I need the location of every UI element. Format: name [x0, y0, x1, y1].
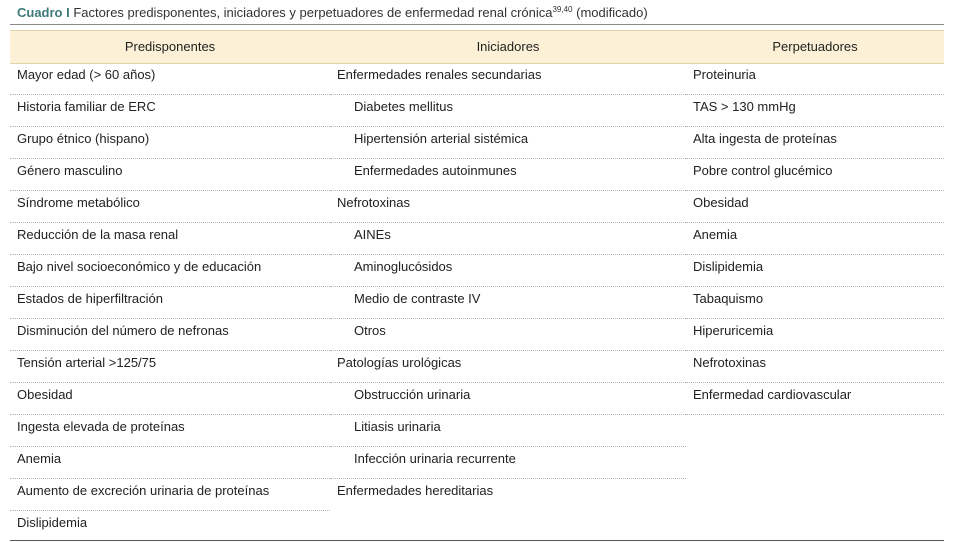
table-cell: Hiperuricemia: [686, 319, 944, 351]
table-cell: Enfermedades autoinmunes: [330, 159, 686, 191]
table-cell: Obesidad: [10, 383, 330, 415]
table-cell: Dislipidemia: [17, 515, 88, 530]
top-rule: [10, 24, 944, 25]
table-cell: Diabetes mellitus: [330, 95, 686, 127]
caption-label: Cuadro I: [17, 5, 70, 20]
table-caption: [17, 4, 648, 22]
table-cell: Aminoglucósidos: [330, 255, 686, 287]
table-cell: Litiasis urinaria: [330, 415, 686, 447]
table-cell: Enfermedades renales secundarias: [330, 63, 686, 95]
table-cell: Otros: [330, 319, 686, 351]
header-perpetuadores: Perpetuadores: [772, 39, 858, 54]
table-cell: Reducción de la masa renal: [10, 223, 330, 255]
table-cell: Hipertensión arterial sistémica: [330, 127, 686, 159]
table-cell: Tabaquismo: [686, 287, 944, 319]
table-cell: Obesidad: [686, 191, 944, 223]
caption-refs: 39,40: [552, 5, 573, 14]
table-cell: Patologías urológicas: [330, 351, 686, 383]
table-cell: Alta ingesta de proteínas: [686, 127, 944, 159]
table-cell: Síndrome metabólico: [10, 191, 330, 223]
table-cell: Obstrucción urinaria: [330, 383, 686, 415]
table-cell: Disminución del número de nefronas: [10, 319, 330, 351]
header-iniciadores: Iniciadores: [476, 39, 540, 54]
column-predisponentes: [10, 63, 330, 542]
column-iniciadores: [330, 63, 686, 510]
table-cell: AINEs: [330, 223, 686, 255]
caption-text: Factores predisponentes, iniciadores y perpetuadores de enfermedad renal crónica: [73, 5, 553, 20]
table-cell: Enfermedades hereditarias: [337, 483, 494, 498]
table-cell: Medio de contraste IV: [330, 287, 686, 319]
table-cell: Enfermedad cardiovascular: [686, 383, 944, 415]
table-cell: Anemia: [10, 447, 330, 479]
column-perpetuadores: [686, 63, 944, 415]
table-cell: Aumento de excreción urinaria de proteínas: [10, 479, 330, 511]
table-cell: Pobre control glucémico: [686, 159, 944, 191]
table-cell: Nefrotoxinas: [686, 351, 944, 383]
table-cell: Estados de hiperfiltración: [10, 287, 330, 319]
header-predisponentes: Predisponentes: [124, 39, 216, 54]
table-header: [10, 30, 944, 64]
table-cell: TAS > 130 mmHg: [686, 95, 944, 127]
table-cell: Proteinuria: [686, 63, 944, 95]
table-cell: Género masculino: [10, 159, 330, 191]
table-cell: Bajo nivel socioeconómico y de educación: [10, 255, 330, 287]
table-cell: Historia familiar de ERC: [10, 95, 330, 127]
bottom-rule: [10, 540, 944, 541]
table-cell: Grupo étnico (hispano): [10, 127, 330, 159]
table-cell: Ingesta elevada de proteínas: [10, 415, 330, 447]
caption-suffix: (modificado): [576, 5, 648, 20]
table-cell: Nefrotoxinas: [330, 191, 686, 223]
table-cell: Dislipidemia: [686, 255, 944, 287]
table-cell: Infección urinaria recurrente: [330, 447, 686, 479]
table-cell: Anemia: [686, 223, 944, 255]
table-cell: Mayor edad (> 60 años): [10, 63, 330, 95]
table-cell: Tensión arterial >125/75: [10, 351, 330, 383]
